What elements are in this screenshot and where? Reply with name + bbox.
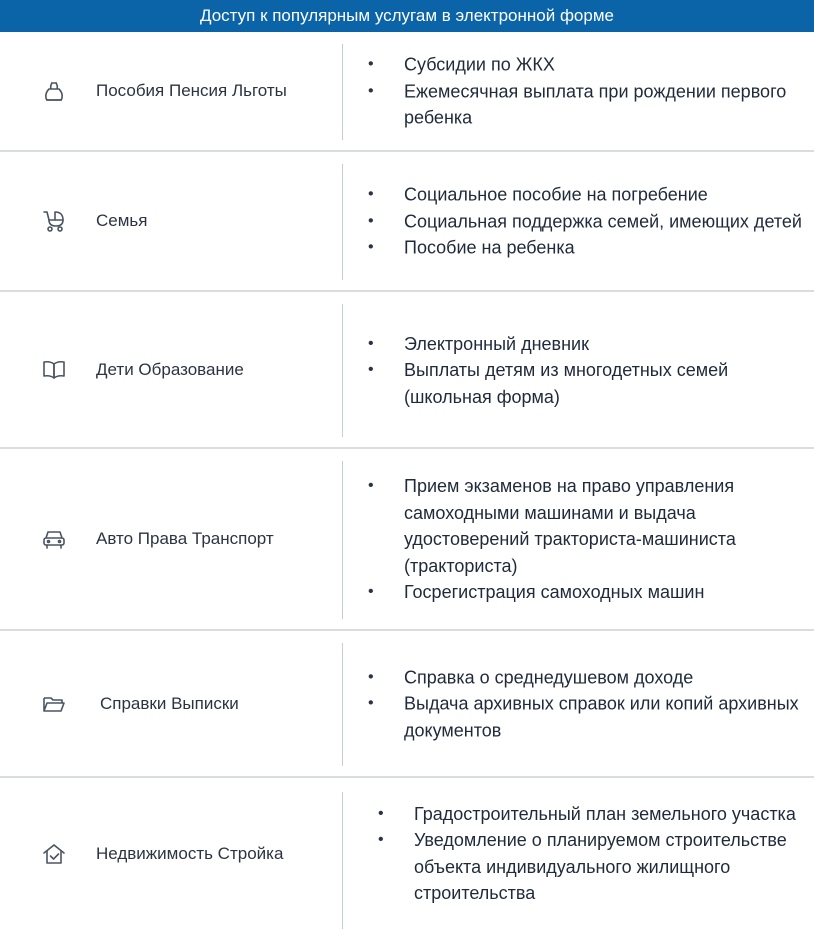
services-cell [342, 292, 814, 447]
service-link[interactable]: • Социальная поддержка семей, имеющих детей [342, 208, 804, 235]
category-label: Авто Права Транспорт [96, 529, 274, 548]
category-cell [0, 778, 342, 929]
service-link[interactable]: • Выдача архивных справок или копий архивных документов [342, 690, 804, 743]
service-link[interactable]: • Ежемесячная выплата при рождении первого ребенка [342, 78, 804, 131]
services-cell [342, 778, 814, 929]
services-list [0, 32, 814, 929]
services-cell [342, 32, 814, 150]
services-cell [342, 631, 814, 776]
service-link[interactable]: • Электронный дневник [342, 331, 804, 358]
service-row-benefits[interactable] [0, 32, 814, 152]
service-link[interactable]: • Пособие на ребенка [342, 234, 804, 261]
baby-stroller-icon [40, 207, 68, 235]
service-row-education[interactable] [0, 292, 814, 449]
service-link[interactable]: • Прием экзаменов на право управления самоходными машинами и выдача удостоверений тракториста-машиниста (тракториста) [342, 473, 804, 579]
category-cell [0, 631, 342, 776]
service-row-certificates[interactable] [0, 631, 814, 778]
page-title: Доступ к популярным услугам в электронной форме [200, 6, 614, 25]
service-link[interactable]: • Справка о среднедушевом доходе [342, 664, 804, 691]
open-folder-icon [40, 690, 68, 718]
open-book-icon [40, 356, 68, 384]
house-check-icon [40, 840, 68, 868]
category-cell [0, 152, 342, 290]
money-bag-icon [40, 77, 68, 105]
category-cell [0, 449, 342, 629]
category-label: Недвижимость Стройка [96, 843, 284, 863]
category-label: Справки Выписки [100, 693, 239, 713]
category-cell [0, 292, 342, 447]
service-link[interactable]: • Субсидии по ЖКХ [342, 51, 804, 78]
service-row-realestate[interactable] [0, 778, 814, 929]
service-list [342, 801, 804, 907]
service-link[interactable]: • Социальное пособие на погребение [342, 181, 804, 208]
services-cell [342, 449, 814, 629]
category-cell [0, 32, 342, 150]
service-row-transport[interactable] [0, 449, 814, 631]
service-list [342, 331, 804, 411]
service-row-family[interactable] [0, 152, 814, 292]
service-link[interactable]: • Градостроительный план земельного участка [342, 801, 804, 828]
service-link[interactable]: • Госрегистрация самоходных машин [342, 579, 804, 606]
car-icon [40, 525, 68, 553]
page-header [0, 0, 814, 32]
category-label: Дети Образование [96, 359, 244, 379]
category-label: Семья [96, 211, 148, 230]
service-link[interactable]: • Выплаты детям из многодетных семей (школьная форма) [342, 357, 804, 410]
service-list [342, 473, 804, 606]
service-list [342, 51, 804, 131]
service-list [342, 664, 804, 744]
service-link[interactable]: • Уведомление о планируемом строительстве объекта индивидуального жилищного строительства [342, 827, 804, 907]
category-label: Пособия Пенсия Льготы [96, 81, 287, 100]
service-list [342, 181, 804, 261]
services-cell [342, 152, 814, 290]
